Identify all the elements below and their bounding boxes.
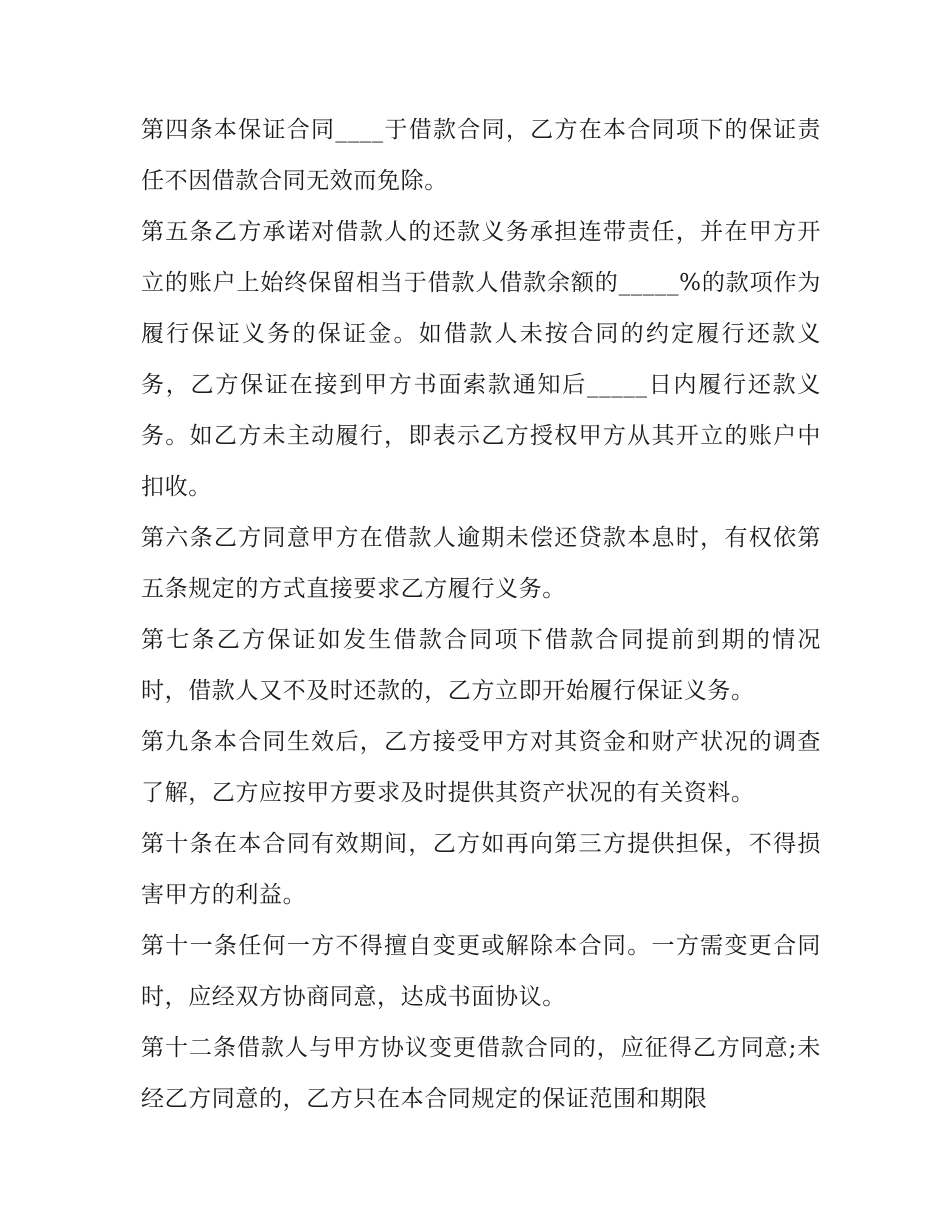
clause-10: 第十条在本合同有效期间，乙方如再向第三方提供担保，不得损害甲方的利益。 bbox=[141, 831, 821, 908]
clause-6: 第六条乙方同意甲方在借款人逾期未偿还贷款本息时，有权依第五条规定的方式直接要求乙方履行义务。 bbox=[141, 525, 821, 602]
contract-body bbox=[141, 105, 821, 1125]
clause-9: 第九条本合同生效后，乙方接受甲方对其资金和财产状况的调查了解，乙方应按甲方要求及时提供其资产状况的有关资料。 bbox=[141, 729, 821, 806]
clause-5: 第五条乙方承诺对借款人的还款义务承担连带责任，并在甲方开立的账户上始终保留相当于借款人借款余额的_____%的款项作为履行保证义务的保证金。如借款人未按合同的约定履行还款义务，乙方保证在接到甲方书面索款通知后_____日内履行还款义务。如乙方未主动履行，即表示乙方授权甲方从其开立的账户中扣收。 bbox=[141, 219, 821, 500]
clause-4: 第四条本保证合同____于借款合同，乙方在本合同项下的保证责任不因借款合同无效而免除。 bbox=[141, 117, 821, 194]
clause-7: 第七条乙方保证如发生借款合同项下借款合同提前到期的情况时，借款人又不及时还款的，乙方立即开始履行保证义务。 bbox=[141, 627, 821, 704]
clause-11: 第十一条任何一方不得擅自变更或解除本合同。一方需变更合同时，应经双方协商同意，达成书面协议。 bbox=[141, 933, 821, 1010]
clause-12: 第十二条借款人与甲方协议变更借款合同的，应征得乙方同意;未经乙方同意的，乙方只在本合同规定的保证范围和期限 bbox=[141, 1035, 821, 1112]
